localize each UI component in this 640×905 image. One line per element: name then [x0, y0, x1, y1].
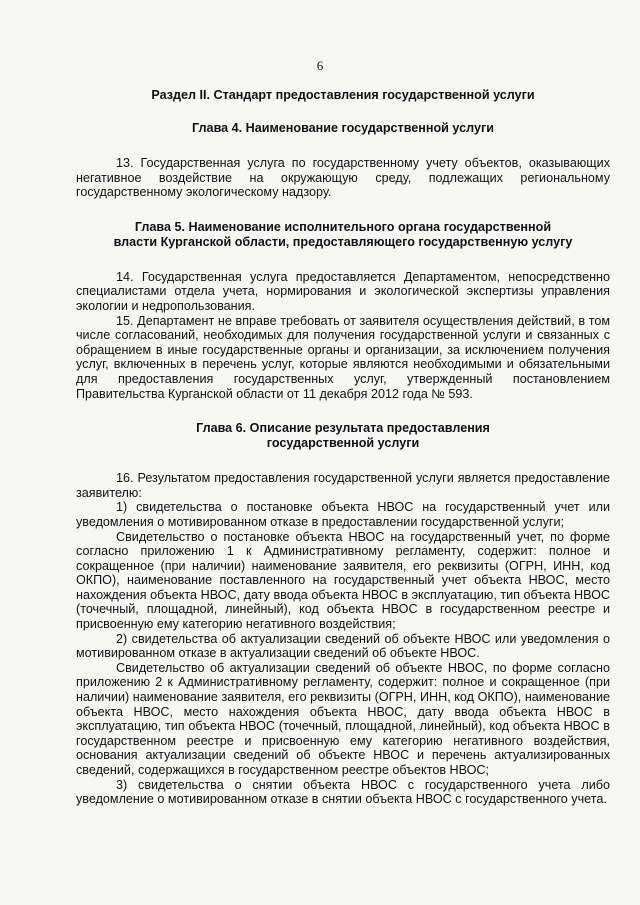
list-item-2: 2) свидетельства об актуализации сведений об объекте НВОС или уведомления о мотивированном отказе в актуализации сведений об объекте НВОС. — [76, 631, 610, 661]
list-item-3: 3) свидетельства о снятии объекта НВОС с государственного учета либо уведомление о мотивированном отказе в снятии объекта НВОС с государственного учета. — [76, 777, 610, 807]
chapter-5-title-line-1: Глава 5. Наименование исполнительного органа государственной — [134, 219, 552, 234]
chapter-5-title-line-2: власти Курганской области, предоставляющего государственную услугу — [113, 234, 573, 249]
chapter-6-title-line-1: Глава 6. Описание результата предоставления — [196, 421, 490, 436]
paragraph-15: 15. Департамент не вправе требовать от заявителя осуществления действий, в том числе согласований, необходимых для получения государственной услуги и связанных с обращением в иные государственные органы и организации, за исключением получения услуг, включенных в перечень услуг, которые являются необходимыми и обязательными для предоставления государственных услуг, утвержденный постановлением Правительства Курганской области от 11 декабря 2012 года № 593. — [76, 313, 610, 401]
paragraph-16: 16. Результатом предоставления государственной услуги является предоставление заявителю: — [76, 471, 610, 500]
page-number: 6 — [316, 58, 324, 73]
paragraph-14: 14. Государственная услуга предоставляется Департаментом, непосредственно специалистами отдела учета, нормирования и экологической экспертизы управления экологии и недропользования. — [76, 269, 610, 313]
section-title: Раздел II. Стандарт предоставления государственной услуги — [151, 88, 535, 102]
chapter-6-title-line-2: государственной услуги — [266, 436, 420, 451]
list-item-1-description: Свидетельство о постановке объекта НВОС на государственный учет, по форме согласно приложению 1 к Административному регламенту, содержит: полное и сокращенное (при наличии) наименование заявителя, его реквизиты (ОГРН, ИНН, код ОКПО), наименование поставленного на государственный учет объекта НВОС, место нахождения объекта НВОС, дату ввода объекта НВОС в эксплуатацию, тип объекта НВОС (точечный, площадной, линейный), код объекта НВОС в государственном реестре и присвоенную ему категорию негативного воздействия; — [76, 529, 610, 632]
chapter-4-title: Глава 4. Наименование государственной услуги — [192, 121, 494, 135]
paragraph-13: 13. Государственная услуга по государственному учету объектов, оказывающих негативное воздействие на окружающую среду, подлежащих региональному государственному экологическому надзору. — [76, 156, 610, 200]
list-item-2-description: Свидетельство об актуализации сведений об объекте НВОС, по форме согласно приложению 2 к Административному регламенту, содержит: полное и сокращенное (при наличии) наименование заявителя, его реквизиты (ОГРН, ИНН, код ОКПО), наименование объекта НВОС, место нахождения объекта НВОС, дату ввода объекта НВОС в эксплуатацию, тип объекта НВОС (точечный, площадной, линейный), код объекта НВОС в государственном реестре и присвоенную ему категорию негативного воздействия, основания актуализации сведений об объекте НВОС и перечень актуализированных сведений, содержащихся в государственном реестре объектов НВОС; — [76, 660, 610, 777]
document-body — [76, 88, 610, 807]
list-item-1: 1) свидетельства о постановке объекта НВОС на государственный учет или уведомления о мотивированном отказе в предоставлении государственной услуги; — [76, 500, 610, 529]
